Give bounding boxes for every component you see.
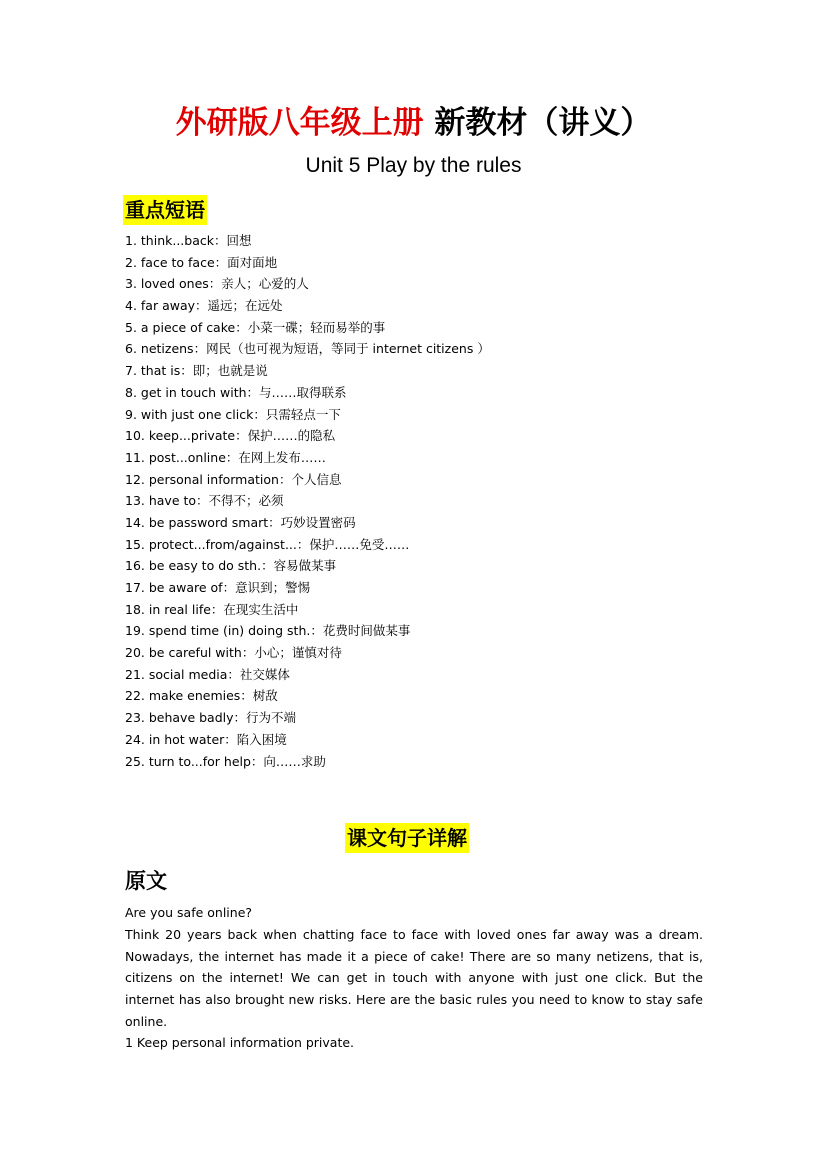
phrase-list [125, 230, 490, 772]
phrase-item: 21. social media：社交媒体 [125, 666, 290, 682]
phrase-item: 18. in real life：在现实生活中 [125, 601, 299, 617]
phrase-item: 7. that is：即；也就是说 [125, 363, 268, 379]
phrase-item: 4. far away：遥远；在远处 [125, 298, 283, 314]
phrase-item: 20. be careful with：小心；谨慎对待 [125, 645, 342, 661]
phrase-item: 6. netizens：网民（也可视为短语，等同于 internet citizens ） [125, 341, 490, 357]
phrase-item: 15. protect...from/against...：保护……免受…… [125, 536, 410, 552]
phrase-item: 23. behave badly：行为不端 [125, 710, 297, 726]
phrase-item: 25. turn to...for help：向……求助 [125, 753, 326, 769]
title-black-part: 新教材（讲义） [434, 105, 652, 141]
phrase-item: 11. post...online：在网上发布…… [125, 449, 326, 465]
phrase-item: 9. with just one click：只需轻点一下 [125, 406, 341, 422]
phrase-item: 13. have to：不得不；必须 [125, 493, 284, 509]
phrase-item: 1. think...back：回想 [125, 233, 252, 248]
key-phrases-heading: 重点短语 [123, 195, 207, 225]
phrase-item: 24. in hot water：陷入困境 [125, 731, 287, 747]
title-red-part: 外研版八年级上册 [175, 105, 424, 141]
passage-paragraph: Think 20 years back when chatting face to face with loved ones far away was a dream. Nowadays, the internet has made it a piece of cake! There are so many netizens, that is, citizens on the internet! We can get in touch with anyone with just one click. But the internet has also brought new risks. Here are the basic rules you need to know to stay safe online. [125, 927, 703, 1029]
passage-question: Are you safe online? [125, 905, 253, 920]
phrase-item: 19. spend time (in) doing sth.：花费时间做某事 [125, 623, 411, 639]
sentences-heading: 课文句子详解 [345, 823, 469, 853]
unit-subtitle: Unit 5 Play by the rules [305, 154, 522, 177]
page-title [0, 100, 827, 146]
phrase-item: 12. personal information：个人信息 [125, 471, 342, 487]
phrase-item: 2. face to face：面对面地 [125, 254, 278, 270]
passage-point-1: 1 Keep personal information private. [125, 1035, 355, 1050]
phrase-item: 5. a piece of cake：小菜一碟；轻而易举的事 [125, 319, 386, 335]
phrase-item: 17. be aware of：意识到；警惕 [125, 580, 311, 595]
phrase-item: 16. be easy to do sth.：容易做某事 [125, 558, 337, 574]
phrase-item: 3. loved ones：亲人；心爱的人 [125, 276, 309, 292]
original-text-heading: 原文 [125, 868, 167, 893]
phrase-item: 10. keep...private：保护……的隐私 [125, 428, 336, 444]
phrase-item: 8. get in touch with：与……取得联系 [125, 384, 347, 400]
phrase-item: 22. make enemies：树敌 [125, 688, 278, 704]
phrase-item: 14. be password smart：巧妙设置密码 [125, 514, 356, 530]
